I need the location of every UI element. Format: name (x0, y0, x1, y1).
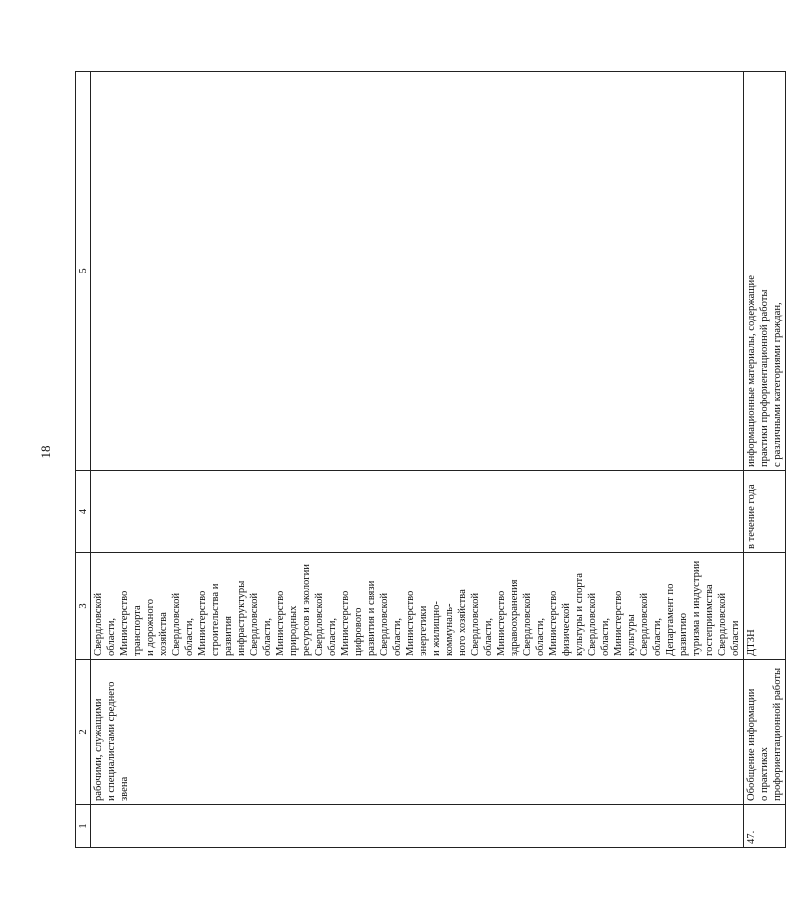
header-col-3: 3 (76, 553, 91, 660)
table-row (744, 72, 786, 848)
row-cont-result (91, 72, 744, 471)
header-row (76, 72, 91, 848)
row-47-deadline: в течение года (744, 471, 786, 553)
row-47-activity: Обобщение информации о практиках профориентационной работы (744, 660, 786, 805)
header-col-1: 1 (76, 805, 91, 848)
row-cont-deadline (91, 471, 744, 553)
row-cont-activity: рабочими, служащими и специалистами среднего звена (91, 660, 744, 805)
rotated-table-wrapper (75, 72, 783, 848)
header-col-2: 2 (76, 660, 91, 805)
page-number: 18 (38, 445, 53, 459)
row-cont-executors: Свердловской области, Министерство транспорта и дорожного хозяйства Свердловской области, Министерство строительства и развития инфраструктуры Свердловской области, Министерство природных ресурсов и экологии Свердловской области, Министерство цифрового развития и связи Свердловской области, Министерство энергетики и жилищно-коммуналь- ного хозяйства Свердловской области, Министерство здравоохранения Свердловской области, Министерство физической культуры и спорта Свердловской области, Министерство культуры Свердловской области, Департамент по развитию туризма и индустрии гостеприимства Свердловской области (91, 553, 744, 660)
row-cont-number (91, 805, 744, 848)
header-col-4: 4 (76, 471, 91, 553)
row-47-executors: ДТЗН (744, 553, 786, 660)
program-table (75, 71, 786, 848)
row-47-result: информационные материалы, содержащие практики профориентационной работы с различными категориями граждан, (744, 72, 786, 471)
row-47-number: 47. (744, 805, 786, 848)
header-col-5: 5 (76, 72, 91, 471)
table-row (91, 72, 744, 848)
